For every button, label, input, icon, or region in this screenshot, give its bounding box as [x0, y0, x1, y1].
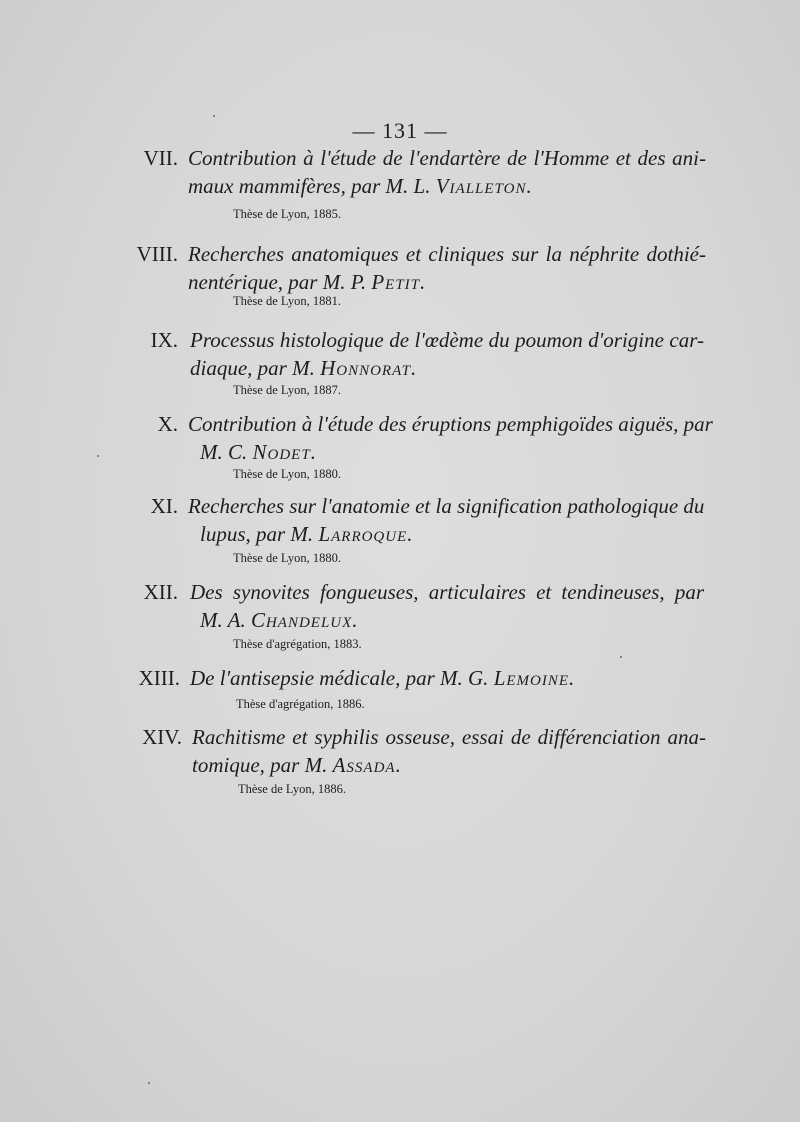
entry-author: Lemoine — [493, 666, 570, 690]
entry-author: Petit — [371, 270, 421, 294]
entry-title-line: Des synovites fongueuses, articulaires et tendineuses, par — [190, 580, 704, 604]
entry-title-line: Rachitisme et syphilis osseuse, essai de différenciation ana- — [192, 725, 706, 749]
entry-title-tail: . — [310, 440, 316, 464]
entry-title-text: tomique, par M. — [192, 753, 333, 777]
entry-numeral: VII. — [143, 146, 178, 170]
entry-title-line — [188, 172, 706, 200]
entry-author: Vialleton — [435, 174, 527, 198]
entry-title-line: Contribution à l'étude de l'endartère de l'Homme et des ani- — [188, 146, 706, 170]
entry-title-line — [190, 664, 704, 692]
entry-author: Chandelux — [250, 608, 353, 632]
entry-title-tail: . — [569, 666, 575, 690]
entry-title-tail: . — [407, 522, 413, 546]
entry-numeral: XIV. — [142, 725, 182, 749]
entry-title-tail: . — [420, 270, 426, 294]
entry-title — [188, 240, 706, 296]
entry-note: Thèse de Lyon, 1886. — [238, 782, 346, 796]
entry-numeral: XII. — [143, 580, 178, 604]
entry-numeral: XIII. — [138, 666, 180, 690]
entry-author: Honnorat — [320, 356, 412, 380]
entry-numeral: X. — [157, 412, 178, 436]
page-number: — 131 — — [352, 118, 448, 143]
entry-note: Thèse de Lyon, 1880. — [233, 467, 341, 481]
entry-title-text: nentérique, par M. P. — [188, 270, 372, 294]
entry-title — [192, 723, 706, 779]
entry-title-line: Recherches anatomiques et cliniques sur la néphrite dothié- — [188, 242, 706, 266]
entry-title-line: Processus histologique de l'œdème du poumon d'origine car- — [190, 328, 704, 352]
entry-title-line — [190, 606, 704, 634]
paper-speck — [148, 1082, 150, 1084]
entry-title-tail: . — [395, 753, 401, 777]
entry-title — [188, 410, 713, 466]
entry-title-text: M. A. — [200, 608, 251, 632]
entry-title-text: lupus, par M. — [200, 522, 319, 546]
entry-title-text: De l'antisepsie médicale, par M. G. — [190, 666, 494, 690]
entry-note: Thèse de Lyon, 1880. — [233, 551, 341, 565]
entry-title-text: M. C. — [200, 440, 253, 464]
paper-speck — [97, 455, 99, 457]
entry-title-line — [188, 268, 706, 296]
entry-title-tail: . — [526, 174, 532, 198]
entry-title — [190, 664, 704, 692]
entry-title-text: diaque, par M. — [190, 356, 321, 380]
entry-title-tail: . — [352, 608, 358, 632]
entry-title-line — [188, 438, 704, 466]
entry-author: Nodet — [252, 440, 311, 464]
entry-numeral: XI. — [150, 494, 178, 518]
entry-title-line: Contribution à l'étude des éruptions pemphigoïdes aiguës, par — [188, 412, 713, 436]
entry-title-tail: . — [411, 356, 417, 380]
paper-speck — [213, 115, 215, 117]
entry-title — [190, 578, 704, 634]
entry-title-line — [192, 751, 706, 779]
entry-note: Thèse de Lyon, 1885. — [233, 207, 341, 221]
entry-numeral: VIII. — [136, 242, 178, 266]
entry-author: Larroque — [318, 522, 408, 546]
entry-note: Thèse d'agrégation, 1883. — [233, 637, 362, 651]
entry-title — [188, 144, 706, 200]
entry-title-line — [188, 520, 700, 548]
entry-title — [190, 326, 704, 382]
paper-speck — [620, 656, 622, 658]
entry-note: Thèse d'agrégation, 1886. — [236, 697, 365, 711]
entry-note: Thèse de Lyon, 1881. — [233, 294, 341, 308]
entry-numeral: IX. — [150, 328, 178, 352]
entry-title-line — [190, 354, 704, 382]
entry-author: Assada — [332, 753, 396, 777]
entry-note: Thèse de Lyon, 1887. — [233, 383, 341, 397]
entry-title-text: maux mammifères, par M. L. — [188, 174, 436, 198]
entry-title — [188, 492, 705, 548]
entry-title-line: Recherches sur l'anatomie et la signification pathologique du — [188, 494, 705, 518]
